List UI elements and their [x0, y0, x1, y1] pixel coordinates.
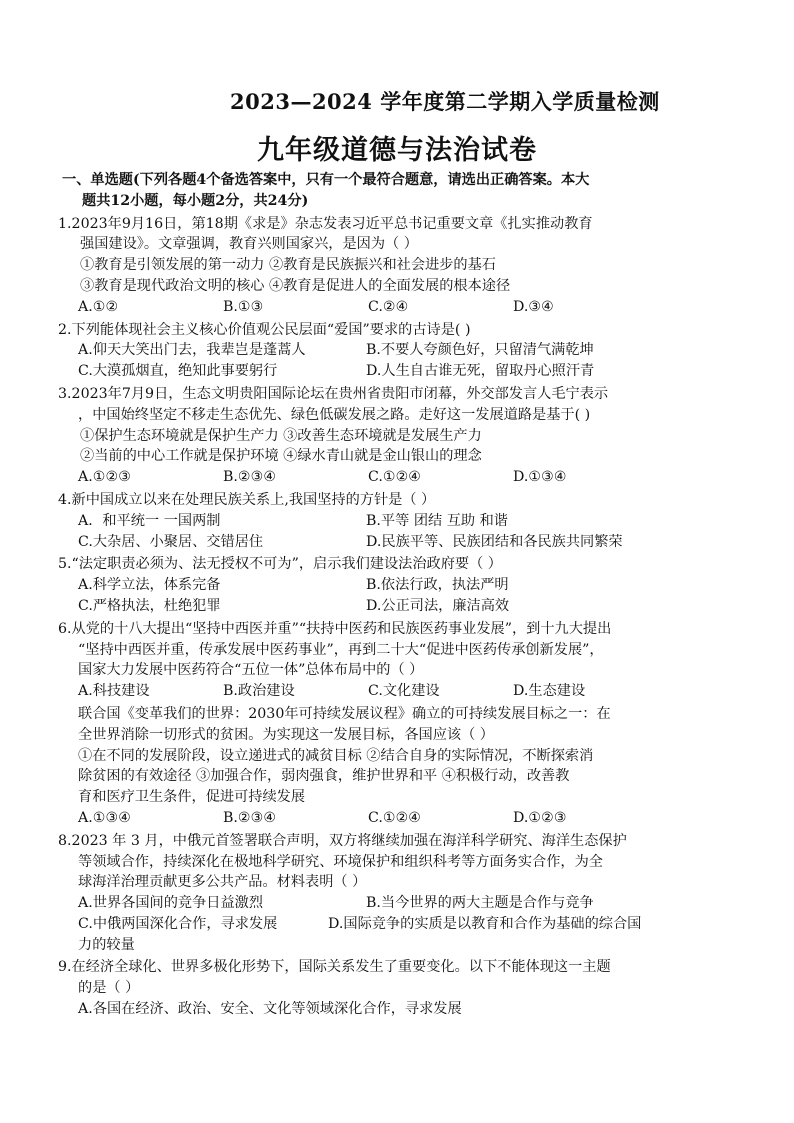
question-2: [58, 320, 738, 382]
question-9: [58, 957, 738, 1019]
option-c: C.②④: [368, 298, 409, 315]
option-d: D.生态建设: [513, 683, 586, 700]
question-4-options-row2: [58, 532, 738, 553]
question-3-items-1: ①保护生态环境就是保护生产力 ③改善生态环境就是发展生产力: [80, 427, 482, 444]
section-instruction-line1: 一、单选题(下列各题4个备选答案中，只有一个最符合题意，请选出正确答案。本大: [62, 172, 590, 188]
question-1-stem: 1.2023年9月16日，第18期《求是》杂志发表习近平总书记重要文章《扎实推动教育: [58, 215, 593, 232]
question-7-items-1: ①在不同的发展阶段，设立递进式的减贫目标 ②结合自身的实际情况，不断探索消: [78, 747, 594, 764]
question-6-stem-cont: “坚持中西医并重，传承发展中医药事业”，再到二十大“促进中医药传承创新发展”，: [78, 641, 604, 658]
question-5-stem: 5.“法定职责必须为、法无授权不可为”，启示我们建设法治政府要（ ）: [58, 556, 502, 573]
question-7-items-2: 除贫困的有效途径 ③加强合作，弱肉强食，维护世界和平 ④积极行动，改善教: [78, 768, 570, 785]
option-a: A.仰天大笑出门去，我辈岂是蓬蒿人: [78, 342, 306, 359]
option-c: C.中俄两国深化合作，寻求发展: [78, 915, 278, 932]
question-4: [58, 490, 738, 552]
question-1-items-2: ③教育是现代政治文明的核心 ④教育是促进人的全面发展的根本途径: [80, 277, 511, 294]
question-4-options-row1: [58, 511, 738, 532]
option-d: D.民族平等、民族团结和各民族共同繁荣: [366, 533, 623, 550]
question-1-items-1: ①教育是引领发展的第一动力 ②教育是民族振兴和社会进步的基石: [80, 257, 496, 274]
question-7-stem: 联合国《变革我们的世界：2030年可持续发展议程》确立的可持续发展目标之一：在: [78, 705, 611, 722]
option-a: A.科技建设: [78, 683, 150, 700]
option-a: A.①②: [78, 298, 119, 315]
question-8-stem-cont: 等领域合作，持续深化在极地科学研究、环境保护和组织科考等方面务实合作，为全: [78, 853, 603, 870]
question-7-items-3: 育和医疗卫生条件，促进可持续发展: [78, 789, 306, 806]
option-b: B.平等 团结 互助 和谐: [366, 512, 508, 529]
question-7-stem-cont: 全世界消除一切形式的贫困。为实现这一发展目标，各国应该（ ）: [78, 726, 494, 743]
question-1-stem-cont: 强国建设》。文章强调，教育兴则国家兴，是因为（ ）: [80, 236, 418, 253]
option-b: B.①③: [223, 298, 264, 315]
exam-paper-title: 九年级道德与法治试卷: [257, 135, 537, 166]
question-8-stem-cont2: 球海洋治理贡献更多公共产品。材料表明（ ）: [78, 874, 367, 891]
question-8-options-row2: [58, 914, 738, 935]
question-7: [58, 704, 738, 829]
question-2-options-row1: [58, 340, 738, 361]
exam-content: [58, 170, 738, 1020]
option-a: A.科学立法，体系完备: [78, 577, 221, 594]
question-2-stem: 2.下列能体现社会主义核心价值观公民层面“爱国”要求的古诗是( ): [58, 321, 471, 338]
option-c: C.①②④: [368, 809, 422, 826]
question-8: [58, 831, 738, 956]
question-6-options: [58, 681, 738, 702]
question-3-stem: 3.2023年7月9日，生态文明贵阳国际论坛在贵州省贵阳市闭幕，外交部发言人毛宁表示: [58, 385, 609, 402]
question-8-stem: 8.2023 年 3 月，中俄元首签署联合声明，双方将继续加强在海洋科学研究、海洋生态保护: [58, 832, 627, 849]
question-5-options-row2: [58, 596, 738, 617]
question-1: [58, 214, 738, 318]
option-b: B.当今世界的两大主题是合作与竞争: [366, 895, 594, 912]
question-6-stem: 6.从党的十八大提出“坚持中西医并重”“扶持中医药和民族医药事业发展”，到十九大提出: [58, 620, 612, 637]
question-5: [58, 554, 738, 616]
option-c: C.大杂居、小聚居、交错居住: [78, 533, 264, 550]
option-d: D.①③④: [513, 469, 567, 486]
question-3: [58, 384, 738, 488]
option-d: D.③④: [513, 298, 554, 315]
option-d: D.①②③: [513, 809, 567, 826]
question-3-options: [58, 467, 738, 488]
question-2-options-row2: [58, 361, 738, 382]
question-6-stem-cont2: 国家大力发展中医药符合“五位一体”总体布局中的（ ）: [78, 662, 424, 679]
option-c: C.①②④: [368, 469, 422, 486]
option-b: B.不要人夸颜色好，只留清气满乾坤: [366, 342, 594, 359]
option-a: A.①②③: [78, 469, 131, 486]
option-a: A.①③④: [78, 809, 131, 826]
question-9-stem-cont: 的是（ ）: [78, 980, 140, 997]
option-c: C.严格执法，杜绝犯罪: [78, 597, 221, 614]
question-3-stem-cont: ，中国始终坚定不移走生态优先、绿色低碳发展之路。走好这一发展道路是基于( ): [78, 406, 591, 423]
option-a: A.各国在经济、政治、安全、文化等领域深化合作，寻求发展: [78, 1001, 462, 1018]
question-1-options: [58, 297, 738, 318]
option-d-cont: 力的较量: [78, 936, 135, 953]
option-b: B.②③④: [223, 809, 277, 826]
question-3-items-2: ②当前的中心工作就是保护环境 ④绿水青山就是金山银山的理念: [80, 448, 482, 465]
option-b: B.依法行政，执法严明: [366, 577, 509, 594]
exam-header-title: 2023—2024 学年度第二学期入学质量检测: [230, 89, 660, 114]
question-9-stem: 9.在经济全球化、世界多极化形势下，国际关系发生了重要变化。以下不能体现这一主题: [58, 959, 611, 976]
option-d: D.国际竞争的实质是以教育和合作为基础的综合国: [328, 915, 642, 932]
question-5-options-row1: [58, 575, 738, 596]
option-b: B.政治建设: [223, 683, 295, 700]
question-4-stem: 4.新中国成立以来在处理民族关系上,我国坚持的方针是（ ）: [58, 491, 436, 508]
question-6: [58, 619, 738, 702]
option-c: C.文化建设: [368, 683, 440, 700]
question-8-options-row1: [58, 893, 738, 914]
option-b: B.②③④: [223, 469, 277, 486]
option-d: D.公正司法，廉洁高效: [366, 597, 510, 614]
question-7-options: [58, 808, 738, 829]
option-d: D.人生自古谁无死，留取丹心照汗青: [366, 363, 595, 380]
section-instruction-line2: 题共12小题，每小题2分，共24分): [82, 192, 309, 209]
option-c: C.大漠孤烟直，绝知此事要躬行: [78, 363, 278, 380]
option-a: A．和平统一 一国两制: [78, 512, 221, 529]
option-a: A.世界各国间的竞争日益激烈: [78, 895, 264, 912]
